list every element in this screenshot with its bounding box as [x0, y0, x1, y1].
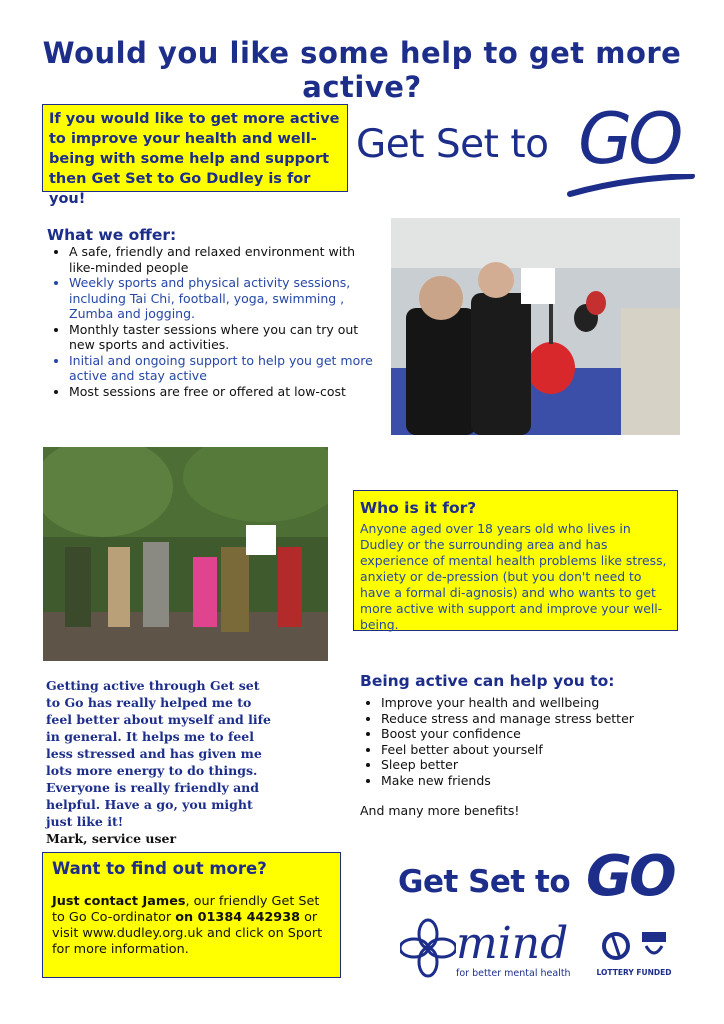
logo-go: GO	[586, 844, 674, 909]
logo-go: GO	[578, 98, 680, 180]
logo-swoosh-icon	[566, 174, 696, 200]
list-item: • Feel better about yourself	[381, 742, 701, 758]
list-item: • Boost your confidence	[381, 726, 701, 742]
lottery-crossed-fingers-icon	[594, 924, 674, 966]
list-item: • Make new friends	[381, 773, 701, 789]
testimonial	[46, 677, 274, 847]
contact-mid: , our friendly Get Set to Go Co-ordinator	[52, 894, 320, 925]
list-item: • Improve your health and wellbeing	[381, 695, 701, 711]
get-set-to-go-logo	[356, 98, 686, 202]
lottery-logo	[594, 924, 674, 984]
mind-word: mind	[456, 918, 569, 969]
offer-heading: What we offer:	[47, 226, 177, 244]
testimonial-author: Mark, service user	[46, 831, 177, 846]
list-item: • Initial and ongoing support to help you get more active and stay active	[69, 353, 384, 384]
mind-logo	[400, 918, 600, 982]
contact-box	[42, 852, 341, 978]
contact-phone: on 01384 442938	[175, 910, 301, 925]
contact-lead: Just contact James	[52, 894, 186, 909]
intro-box: If you would like to get more active to improve your health and well-being with some help and support then Get Set to Go Dudley is for you!	[42, 104, 348, 192]
boxing-session-photo	[391, 218, 680, 435]
who-text: Anyone aged over 18 years old who lives in Dudley or the surrounding area and has experience of mental health problems like stress, anxiety or de-pression (but you don't need to have a formal di-agnosis) and who wants to get more active with support and improve your well-being.	[360, 521, 667, 632]
group-outdoor-photo	[43, 447, 328, 661]
list-item: • Monthly taster sessions where you can try out new sports and activities.	[69, 322, 384, 353]
who-is-it-for-box	[353, 490, 678, 631]
benefits-heading: Being active can help you to:	[360, 672, 615, 690]
logo-text: Get Set to	[398, 864, 571, 900]
get-set-to-go-logo-small	[398, 844, 698, 922]
page-title: Would you like some help to get more active?	[42, 36, 682, 104]
list-item: • A safe, friendly and relaxed environment with like-minded people	[69, 244, 384, 275]
list-item: • Reduce stress and manage stress better	[381, 711, 701, 727]
list-item: • Sleep better	[381, 757, 701, 773]
list-item: • Most sessions are free or offered at low-cost	[69, 384, 384, 400]
logo-text: Get Set to	[356, 122, 549, 167]
offer-list	[45, 244, 384, 399]
mind-flower-icon	[400, 918, 456, 978]
contact-heading: Want to find out more?	[52, 859, 267, 878]
contact-tail: or visit www.dudley.org.uk and click on Sport for more information.	[52, 910, 323, 957]
lottery-text: LOTTERY FUNDED	[596, 968, 672, 977]
contact-text	[52, 894, 334, 958]
testimonial-text: Getting active through Get set to Go has really helped me to feel better about myself and life in general. It helps me to feel less stressed and has given me lots more energy to do things. Everyone is really friendly and helpful. Have a go, you might just like it!	[46, 678, 271, 829]
list-item: • Weekly sports and physical activity sessions, including Tai Chi, football, yoga, swimming , Zumba and jogging.	[69, 275, 384, 322]
mind-tagline: for better mental health	[456, 968, 571, 979]
more-benefits-text: And many more benefits!	[360, 803, 520, 818]
benefits-list	[357, 695, 701, 788]
who-heading: Who is it for?	[360, 499, 477, 517]
